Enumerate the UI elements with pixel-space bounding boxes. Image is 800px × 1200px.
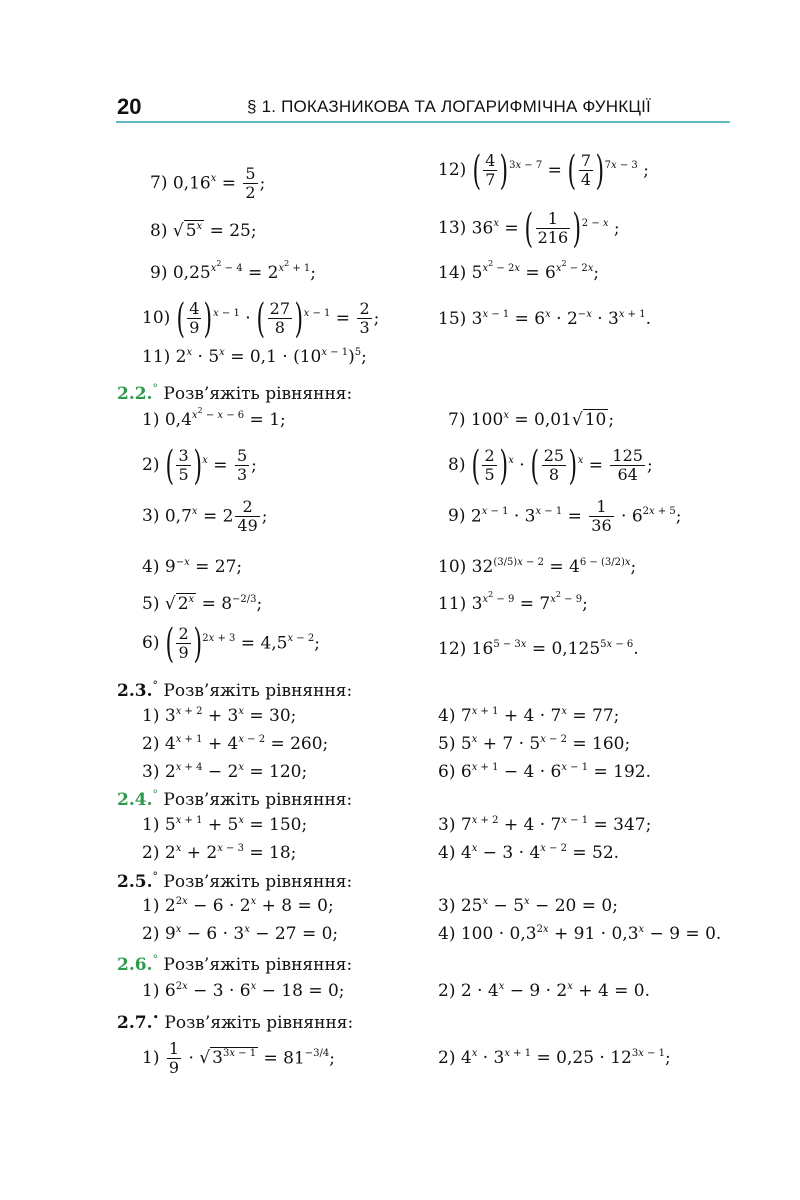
header-divider [116,121,730,123]
exercise-2-1-15: 15) $3^{x - 1} = 6^x \cdot 2^{-x} \cdot 3^{x + 1}$. [438,308,652,329]
exercise-2-3-4: 4) $7^{x + 1} + 4 \cdot 7^x = 77$; [438,705,620,726]
exercise-2-7-2: 2) $4^x \cdot 3^{x + 1} = 0,25 \cdot 12^{3x - 1}$; [438,1047,671,1068]
exercise-2-2-3: 3) $0,7^x = 2$ $\frac{2}{49}$ ; [142,497,268,536]
exercise-2-2-9: 9) $2^{x - 1} \cdot 3^{x - 1}$ = $\frac{1}{36}$ · $6^{2x + 5}$; [448,497,682,536]
exercise-2-2-6: 6) ( $\frac{2}{9}$ )$^{2x + 3} = 4,5^{x - 2}$; [142,620,320,667]
exercise-2-1-13: 13) $36^x$ = ( $\frac{1}{216}$ )$^{2 - x}$ ; [438,205,620,252]
exercise-2-2-5: 5) √ $2^x = 8^{-2/3}$; [142,593,263,614]
exercise-2-3-5: 5) $5^x + 7 \cdot 5^{x - 2} = 160$; [438,733,631,754]
exercise-2-5-1: 1) $2^{2x} - 6 \cdot 2^x + 8 = 0$; [142,895,334,916]
exercise-2-2-10: 10) $32^{(3/5)x - 2} = 4^{6 - (3/2)x}$; [438,556,637,577]
section-2-7-heading: 2.7.• Розв’яжіть рівняння: [117,1011,354,1033]
exercise-2-2-12: 12) $16^{5 - 3x} = 0,125^{5x - 6}$. [438,638,639,659]
exercise-2-4-1: 1) $5^{x + 1} + 5^x = 150$; [142,814,308,835]
exercise-2-5-4: 4) $100 \cdot 0,3^{2x} + 91 \cdot 0,3^x - 9 = 0$. [438,923,722,944]
exercise-2-3-3: 3) $2^{x + 4} - 2^x = 120$; [142,761,308,782]
exercise-2-3-6: 6) $6^{x + 1} - 4 \cdot 6^{x - 1} = 192$. [438,761,651,782]
exercise-2-7-1: 1) $\frac{1}{9}$ · √ $3^{3x - 1} = 81^{-3/4}$; [142,1039,335,1078]
chapter-title: § 1. ПОКАЗНИКОВА ТА ЛОГАРИФМІЧНА ФУНКЦІЇ [247,97,651,116]
exercise-2-1-11: 11) $2^x \cdot 5^x = 0,1 \cdot (10^{x - 1})^5$; [142,346,367,367]
exercise-2-4-3: 3) $7^{x + 2} + 4 \cdot 7^{x - 1} = 347$; [438,814,652,835]
exercise-2-1-7: 7) $0,16^x$ = $\frac{5}{2}$ ; [150,164,266,203]
exercise-2-3-1: 1) $3^{x + 2} + 3^x = 30$; [142,705,297,726]
exercise-2-4-2: 2) $2^x + 2^{x - 3} = 18$; [142,842,297,863]
page-number: 20 [117,94,142,119]
section-2-2-heading: 2.2.° Розв’яжіть рівняння: [117,382,353,404]
exercise-2-5-2: 2) $9^x - 6 \cdot 3^x - 27 = 0$; [142,923,339,944]
section-2-4-heading: 2.4.° Розв’яжіть рівняння: [117,788,353,810]
section-2-3-heading: 2.3.° Розв’яжіть рівняння: [117,679,353,701]
exercise-2-3-2: 2) $4^{x + 1} + 4^{x - 2} = 260$; [142,733,329,754]
exercise-2-2-1: 1) $0,4^{x^2 - x - 6} = 1$; [142,406,286,430]
exercise-2-4-4: 4) $4^x - 3 \cdot 4^{x - 2} = 52$. [438,842,620,863]
exercise-2-2-2: 2) ( $\frac{3}{5}$ )$^x$ = $\frac{5}{3}$ ; [142,442,257,489]
exercise-2-1-10: 10) ( $\frac{4}{9}$ )$^{x - 1}$ · ( $\frac{27}{8}$ )$^{x - 1}$ = $\frac{2}{3}$ ; [142,295,380,342]
exercise-2-5-3: 3) $25^x - 5^x - 20 = 0$; [438,895,618,916]
exercise-2-6-1: 1) $6^{2x} - 3 \cdot 6^x - 18 = 0$; [142,980,345,1001]
section-2-5-heading: 2.5.° Розв’яжіть рівняння: [117,870,353,892]
exercise-2-1-8: 8) √ $5^x = 25$; [150,220,257,241]
exercise-2-1-12: 12) ( $\frac{4}{7}$ )$^{3x - 7}$ = ( $\frac{7}{4}$ )$^{7x - 3}$ ; [438,147,649,194]
exercise-2-2-7: 7) $100^x = 0,01√$ 10 ; [448,409,615,430]
exercise-2-2-11: 11) $3^{x^2 - 9} = 7^{x^2 - 9}$; [438,590,588,614]
exercise-2-6-2: 2) $2 \cdot 4^x - 9 \cdot 2^x + 4 = 0$. [438,980,651,1001]
section-2-6-heading: 2.6.° Розв’яжіть рівняння: [117,953,353,975]
exercise-2-1-9: 9) $0,25^{x^2 - 4} = 2^{x^2 + 1}$; [150,259,317,283]
exercise-2-2-8: 8) ( $\frac{2}{5}$ )$^x$ · ( $\frac{25}{8}$ )$^x$ = $\frac{125}{64}$ ; [448,442,653,489]
exercise-2-2-4: 4) $9^{-x} = 27$; [142,556,243,577]
exercise-2-1-14: 14) $5^{x^2 - 2x} = 6^{x^2 - 2x}$; [438,259,600,283]
